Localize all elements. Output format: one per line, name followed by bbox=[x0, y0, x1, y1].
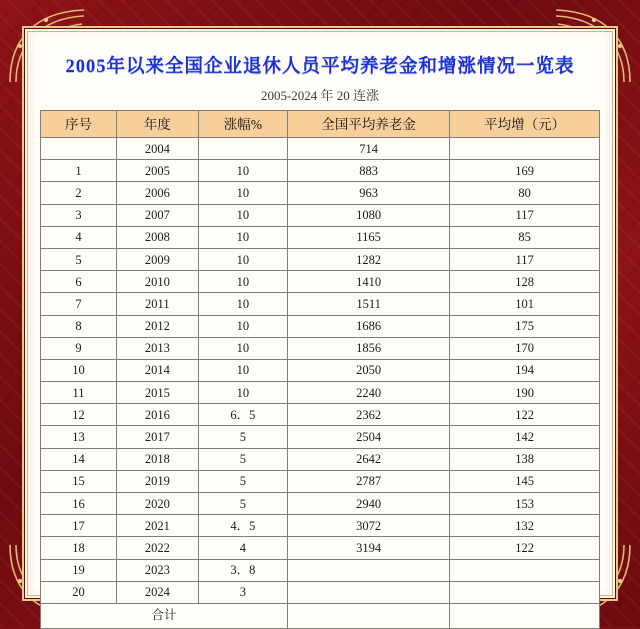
total-average-pension bbox=[288, 603, 450, 628]
cell-average-increase: 122 bbox=[450, 404, 600, 426]
cell-rate: 5 bbox=[198, 448, 287, 470]
cell-average-increase: 145 bbox=[450, 470, 600, 492]
table-row bbox=[41, 448, 600, 470]
cell-rate: 10 bbox=[198, 293, 287, 315]
cell-year: 2019 bbox=[117, 470, 199, 492]
cell-rate: 6．5 bbox=[198, 404, 287, 426]
cell-rate: 10 bbox=[198, 204, 287, 226]
cell-average-increase: 169 bbox=[450, 160, 600, 182]
cell-seq: 11 bbox=[41, 382, 117, 404]
cell-year: 2009 bbox=[117, 248, 199, 270]
table-row bbox=[41, 315, 600, 337]
cell-seq: 14 bbox=[41, 448, 117, 470]
cell-seq: 9 bbox=[41, 337, 117, 359]
table-header-row bbox=[41, 111, 600, 138]
table-row bbox=[41, 426, 600, 448]
cell-rate: 3 bbox=[198, 581, 287, 603]
cell-seq: 12 bbox=[41, 404, 117, 426]
cell-seq bbox=[41, 138, 117, 160]
cell-average-pension: 2504 bbox=[288, 426, 450, 448]
cell-seq: 1 bbox=[41, 160, 117, 182]
cell-rate: 10 bbox=[198, 248, 287, 270]
cell-seq: 7 bbox=[41, 293, 117, 315]
cell-average-pension: 1165 bbox=[288, 226, 450, 248]
cell-average-pension: 1686 bbox=[288, 315, 450, 337]
cell-average-increase: 101 bbox=[450, 293, 600, 315]
cell-average-increase: 153 bbox=[450, 493, 600, 515]
page-subtitle: 2005-2024 年 20 连涨 bbox=[260, 88, 380, 103]
table-row bbox=[41, 293, 600, 315]
table-row bbox=[41, 204, 600, 226]
cell-year: 2016 bbox=[117, 404, 199, 426]
column-header-year: 年度 bbox=[117, 111, 199, 138]
cell-year: 2004 bbox=[117, 138, 199, 160]
cell-year: 2018 bbox=[117, 448, 199, 470]
table-row bbox=[41, 160, 600, 182]
cell-seq: 18 bbox=[41, 537, 117, 559]
cell-seq: 10 bbox=[41, 359, 117, 381]
cell-average-increase bbox=[450, 138, 600, 160]
cell-rate: 10 bbox=[198, 382, 287, 404]
cell-average-pension: 2940 bbox=[288, 493, 450, 515]
cell-year: 2023 bbox=[117, 559, 199, 581]
cell-average-increase: 85 bbox=[450, 226, 600, 248]
cell-average-pension: 714 bbox=[288, 138, 450, 160]
cell-seq: 6 bbox=[41, 271, 117, 293]
column-header-seq: 序号 bbox=[41, 111, 117, 138]
table-row bbox=[41, 470, 600, 492]
cell-seq: 17 bbox=[41, 515, 117, 537]
cell-average-pension: 2050 bbox=[288, 359, 450, 381]
table-row bbox=[41, 337, 600, 359]
table-row bbox=[41, 559, 600, 581]
cell-year: 2021 bbox=[117, 515, 199, 537]
cell-average-pension: 3194 bbox=[288, 537, 450, 559]
cell-year: 2006 bbox=[117, 182, 199, 204]
cell-average-pension: 3072 bbox=[288, 515, 450, 537]
cell-average-pension: 1511 bbox=[288, 293, 450, 315]
cell-year: 2020 bbox=[117, 493, 199, 515]
cell-average-increase: 170 bbox=[450, 337, 600, 359]
cell-rate: 4 bbox=[198, 537, 287, 559]
cell-seq: 8 bbox=[41, 315, 117, 337]
table-row bbox=[41, 226, 600, 248]
table-row bbox=[41, 515, 600, 537]
cell-rate: 10 bbox=[198, 315, 287, 337]
cell-average-increase: 117 bbox=[450, 248, 600, 270]
cell-average-increase: 190 bbox=[450, 382, 600, 404]
page-title: 2005年以来全国企业退休人员平均养老金和增涨情况一览表 bbox=[65, 57, 575, 77]
cell-rate: 5 bbox=[198, 426, 287, 448]
column-header-average-increase: 平均增（元） bbox=[450, 111, 600, 138]
cell-average-increase: 80 bbox=[450, 182, 600, 204]
cell-rate: 10 bbox=[198, 160, 287, 182]
cell-rate: 10 bbox=[198, 182, 287, 204]
cell-year: 2017 bbox=[117, 426, 199, 448]
table-row bbox=[41, 581, 600, 603]
cell-average-pension: 1856 bbox=[288, 337, 450, 359]
cell-average-increase: 175 bbox=[450, 315, 600, 337]
cell-average-increase: 194 bbox=[450, 359, 600, 381]
cell-rate: 3．8 bbox=[198, 559, 287, 581]
cell-average-pension: 2642 bbox=[288, 448, 450, 470]
cell-seq: 5 bbox=[41, 248, 117, 270]
cell-average-pension: 883 bbox=[288, 160, 450, 182]
cell-seq: 4 bbox=[41, 226, 117, 248]
column-header-average-pension: 全国平均养老金 bbox=[288, 111, 450, 138]
cell-average-pension: 963 bbox=[288, 182, 450, 204]
cell-average-increase bbox=[450, 581, 600, 603]
cell-rate: 4．5 bbox=[198, 515, 287, 537]
cell-seq: 15 bbox=[41, 470, 117, 492]
cell-rate: 5 bbox=[198, 470, 287, 492]
cell-average-increase: 117 bbox=[450, 204, 600, 226]
cell-average-increase: 128 bbox=[450, 271, 600, 293]
cell-year: 2005 bbox=[117, 160, 199, 182]
cell-year: 2010 bbox=[117, 271, 199, 293]
cell-seq: 20 bbox=[41, 581, 117, 603]
cell-rate: 10 bbox=[198, 226, 287, 248]
cell-average-increase: 138 bbox=[450, 448, 600, 470]
cell-rate: 5 bbox=[198, 493, 287, 515]
cell-year: 2024 bbox=[117, 581, 199, 603]
cell-rate: 10 bbox=[198, 359, 287, 381]
cell-average-increase: 132 bbox=[450, 515, 600, 537]
table-row bbox=[41, 138, 600, 160]
cell-year: 2008 bbox=[117, 226, 199, 248]
table-row bbox=[41, 493, 600, 515]
cell-seq: 3 bbox=[41, 204, 117, 226]
cell-year: 2011 bbox=[117, 293, 199, 315]
document-sheet bbox=[34, 36, 606, 623]
cell-average-increase: 142 bbox=[450, 426, 600, 448]
cell-average-increase: 122 bbox=[450, 537, 600, 559]
cell-year: 2015 bbox=[117, 382, 199, 404]
cell-rate: 10 bbox=[198, 271, 287, 293]
pension-table bbox=[40, 110, 600, 629]
table-row bbox=[41, 537, 600, 559]
cell-year: 2022 bbox=[117, 537, 199, 559]
cell-seq: 2 bbox=[41, 182, 117, 204]
cell-year: 2013 bbox=[117, 337, 199, 359]
cell-year: 2012 bbox=[117, 315, 199, 337]
total-label: 合计 bbox=[41, 603, 288, 628]
table-row bbox=[41, 271, 600, 293]
cell-average-pension: 2787 bbox=[288, 470, 450, 492]
inner-frame bbox=[22, 26, 618, 623]
table-body bbox=[41, 138, 600, 604]
cell-average-pension: 2362 bbox=[288, 404, 450, 426]
cell-average-pension: 1282 bbox=[288, 248, 450, 270]
cell-seq: 16 bbox=[41, 493, 117, 515]
cell-average-pension: 2240 bbox=[288, 382, 450, 404]
cell-year: 2007 bbox=[117, 204, 199, 226]
cell-average-pension: 1080 bbox=[288, 204, 450, 226]
cell-year: 2014 bbox=[117, 359, 199, 381]
table-row bbox=[41, 382, 600, 404]
cell-seq: 13 bbox=[41, 426, 117, 448]
cell-average-pension: 1410 bbox=[288, 271, 450, 293]
cell-rate: 10 bbox=[198, 337, 287, 359]
cell-seq: 19 bbox=[41, 559, 117, 581]
total-average-increase bbox=[450, 603, 600, 628]
table-row bbox=[41, 404, 600, 426]
cell-average-pension bbox=[288, 559, 450, 581]
column-header-rate: 涨幅% bbox=[198, 111, 287, 138]
cell-average-increase bbox=[450, 559, 600, 581]
table-row bbox=[41, 248, 600, 270]
cell-rate bbox=[198, 138, 287, 160]
table-total-row bbox=[41, 603, 600, 628]
cell-average-pension bbox=[288, 581, 450, 603]
table-row bbox=[41, 182, 600, 204]
table-row bbox=[41, 359, 600, 381]
